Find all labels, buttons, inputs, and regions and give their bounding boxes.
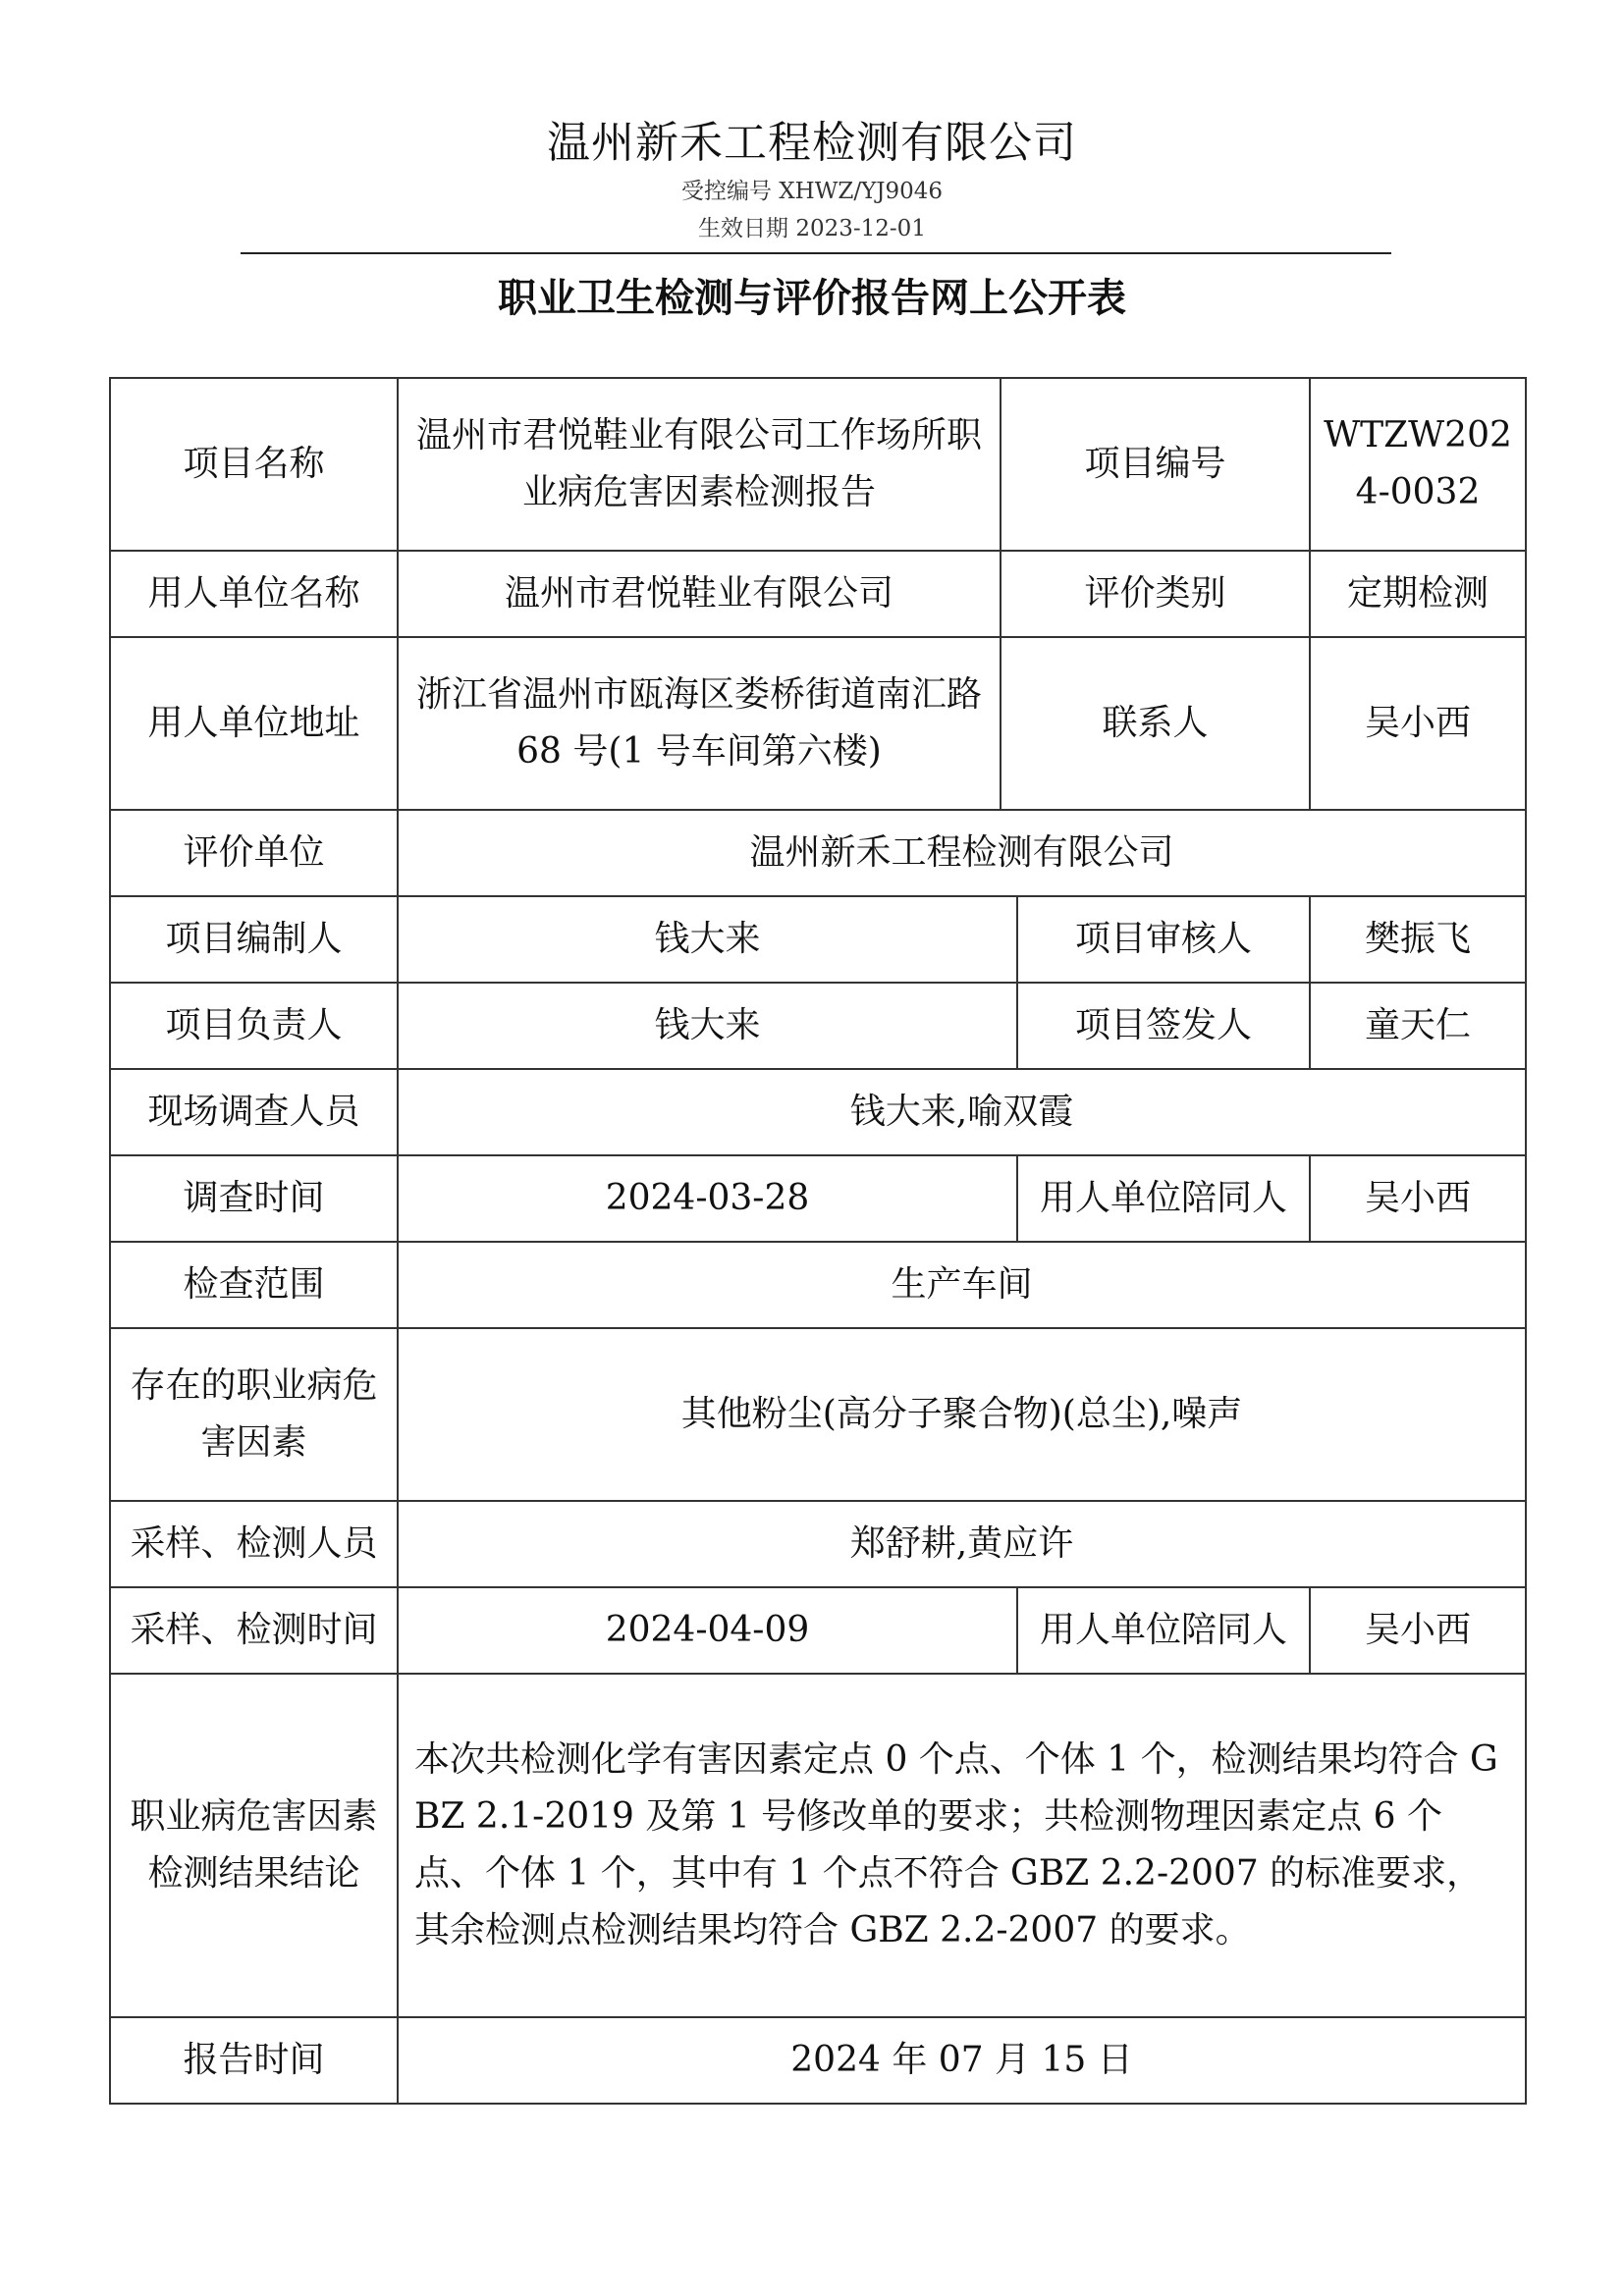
employer-address-label: 用人单位地址 <box>110 637 398 810</box>
report-time-label: 报告时间 <box>110 2017 398 2104</box>
document-title: 职业卫生检测与评价报告网上公开表 <box>498 275 1126 321</box>
reviewer-label: 项目审核人 <box>1017 896 1310 983</box>
form-row-survey-staff <box>110 1069 1526 1155</box>
form-row-scope <box>110 1242 1526 1328</box>
scope-label: 检查范围 <box>110 1242 398 1328</box>
sampling-time-label: 采样、检测时间 <box>110 1587 398 1674</box>
sampling-escort-value: 吴小西 <box>1310 1587 1526 1674</box>
form-row-conclusion <box>110 1674 1526 2017</box>
survey-escort-value: 吴小西 <box>1310 1155 1526 1242</box>
hazards-value: 其他粉尘(高分子聚合物)(总尘),噪声 <box>398 1328 1526 1501</box>
form-row-project <box>110 378 1526 551</box>
survey-staff-value: 钱大来,喻双霞 <box>398 1069 1526 1155</box>
form-row-hazards <box>110 1328 1526 1501</box>
sampling-escort-label: 用人单位陪同人 <box>1017 1587 1310 1674</box>
sampling-staff-value: 郑舒耕,黄应许 <box>398 1501 1526 1587</box>
eval-type-value: 定期检测 <box>1310 551 1526 637</box>
company-name: 温州新禾工程检测有限公司 <box>547 118 1077 168</box>
form-row-sampling-staff <box>110 1501 1526 1587</box>
effective-date: 生效日期 2023-12-01 <box>698 216 926 241</box>
survey-staff-label: 现场调查人员 <box>110 1069 398 1155</box>
eval-unit-value: 温州新禾工程检测有限公司 <box>398 810 1526 896</box>
eval-type-label: 评价类别 <box>1001 551 1310 637</box>
form-row-address <box>110 637 1526 810</box>
form-row-survey-time <box>110 1155 1526 1242</box>
disclosure-form-table <box>109 377 1527 2105</box>
form-row-employer <box>110 551 1526 637</box>
sampling-staff-label: 采样、检测人员 <box>110 1501 398 1587</box>
contact-label: 联系人 <box>1001 637 1310 810</box>
form-row-leader <box>110 983 1526 1069</box>
issuer-value: 童天仁 <box>1310 983 1526 1069</box>
compiler-label: 项目编制人 <box>110 896 398 983</box>
project-name-label: 项目名称 <box>110 378 398 551</box>
project-name-value: 温州市君悦鞋业有限公司工作场所职业病危害因素检测报告 <box>398 378 1001 551</box>
compiler-value: 钱大来 <box>398 896 1017 983</box>
employer-name-value: 温州市君悦鞋业有限公司 <box>398 551 1001 637</box>
leader-value: 钱大来 <box>398 983 1017 1069</box>
hazards-label: 存在的职业病危害因素 <box>110 1328 398 1501</box>
sampling-time-value: 2024-04-09 <box>398 1587 1017 1674</box>
report-time-value: 2024 年 07 月 15 日 <box>398 2017 1526 2104</box>
contact-value: 吴小西 <box>1310 637 1526 810</box>
employer-name-label: 用人单位名称 <box>110 551 398 637</box>
leader-label: 项目负责人 <box>110 983 398 1069</box>
form-row-eval-unit <box>110 810 1526 896</box>
project-no-label: 项目编号 <box>1001 378 1310 551</box>
conclusion-value: 本次共检测化学有害因素定点 0 个点、个体 1 个，检测结果均符合 GBZ 2.1-2019 及第 1 号修改单的要求；共检测物理因素定点 6 个点、个体 1 个，其中有 1 个点不符合 GBZ 2.2-2007 的标准要求，其余检测点检测结果均符合 GBZ 2.2-2007 的要求。 <box>398 1674 1526 2017</box>
eval-unit-label: 评价单位 <box>110 810 398 896</box>
employer-address-value: 浙江省温州市瓯海区娄桥街道南汇路 68 号(1 号车间第六楼) <box>398 637 1001 810</box>
issuer-label: 项目签发人 <box>1017 983 1310 1069</box>
reviewer-value: 樊振飞 <box>1310 896 1526 983</box>
form-row-report-time <box>110 2017 1526 2104</box>
survey-time-label: 调查时间 <box>110 1155 398 1242</box>
scope-value: 生产车间 <box>398 1242 1526 1328</box>
survey-escort-label: 用人单位陪同人 <box>1017 1155 1310 1242</box>
form-row-compiler <box>110 896 1526 983</box>
project-no-value: WTZW2024-0032 <box>1310 378 1526 551</box>
control-number: 受控编号 XHWZ/YJ9046 <box>680 179 944 204</box>
header-divider <box>241 252 1391 254</box>
conclusion-label: 职业病危害因素检测结果结论 <box>110 1674 398 2017</box>
survey-time-value: 2024-03-28 <box>398 1155 1017 1242</box>
form-row-sampling-time <box>110 1587 1526 1674</box>
